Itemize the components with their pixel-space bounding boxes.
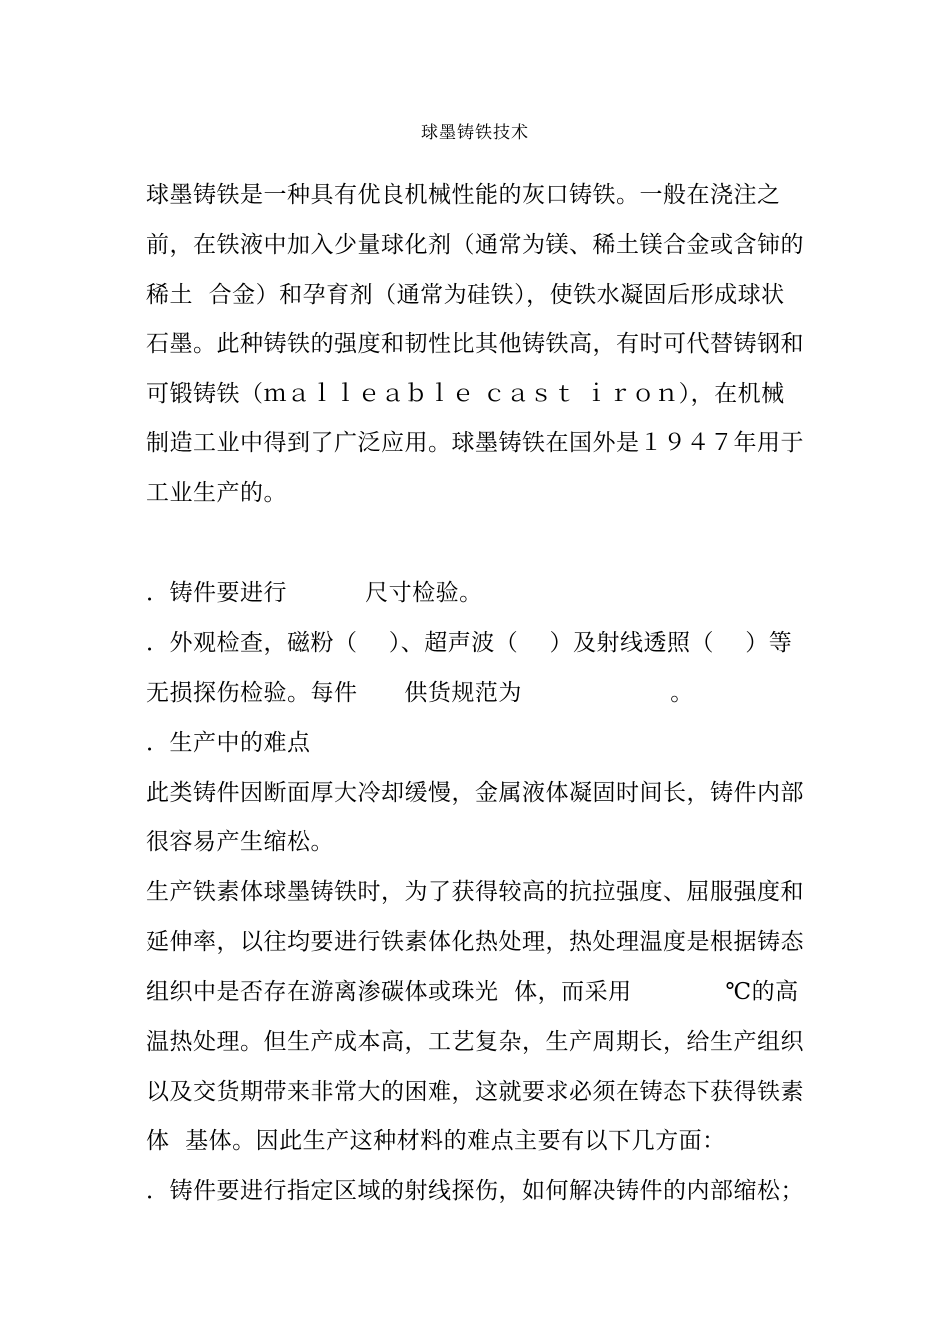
paragraph-line: 此类铸件因断面厚大冷却缓慢，金属液体凝固时间长，铸件内部 (146, 780, 804, 806)
paragraph-line: 前，在铁液中加入少量球化剂（通常为镁、稀土镁合金或含铈的 (146, 232, 804, 258)
list-item: ．外观检查，磁粉（ ）、超声波（ ）及射线透照（ ）等 (146, 630, 793, 656)
paragraph-line: 很容易产生缩松。 (146, 829, 334, 855)
paragraph-line: 生产铁素体球墨铸铁时，为了获得较高的抗拉强度、屈服强度和 (146, 879, 804, 905)
paragraph-line: 工业生产的。 (146, 480, 287, 506)
paragraph-line: 延伸率，以往均要进行铁素体化热处理，热处理温度是根据铸态 (146, 929, 804, 955)
section-heading: ．生产中的难点 (146, 730, 311, 756)
paragraph-line: 体 基体。因此生产这种材料的难点主要有以下几方面： (146, 1128, 726, 1154)
paragraph-line: 温热处理。但生产成本高，工艺复杂，生产周期长，给生产组织 (146, 1029, 804, 1055)
paragraph-line: 可锻铸铁（ｍａｌｌｅａｂｌｅ ｃａｓｔ ｉｒｏｎ），在机械 (146, 381, 785, 407)
paragraph-line: 组织中是否存在游离渗碳体或珠光 体，而采用 ℃的高 (146, 979, 799, 1005)
paragraph-line: 石墨。此种铸铁的强度和韧性比其他铸铁高，有时可代替铸钢和 (146, 331, 804, 357)
list-item: ．铸件要进行指定区域的射线探伤，如何解决铸件的内部缩松； (146, 1178, 804, 1204)
document-title: 球墨铸铁技术 (421, 123, 529, 143)
paragraph-line: 稀土 合金）和孕育剂（通常为硅铁），使铁水凝固后形成球状 (146, 282, 785, 308)
paragraph-line: 制造工业中得到了广泛应用。球墨铸铁在国外是１９４７年用于 (146, 430, 804, 456)
list-item: ．铸件要进行 尺寸检验。 (146, 580, 483, 606)
paragraph-line: 以及交货期带来非常大的困难，这就要求必须在铸态下获得铁素 (146, 1079, 804, 1105)
paragraph-line: 球墨铸铁是一种具有优良机械性能的灰口铸铁。一般在浇注之 (146, 182, 781, 208)
paragraph-line: 无损探伤检验。每件 供货规范为 。 (146, 680, 694, 706)
